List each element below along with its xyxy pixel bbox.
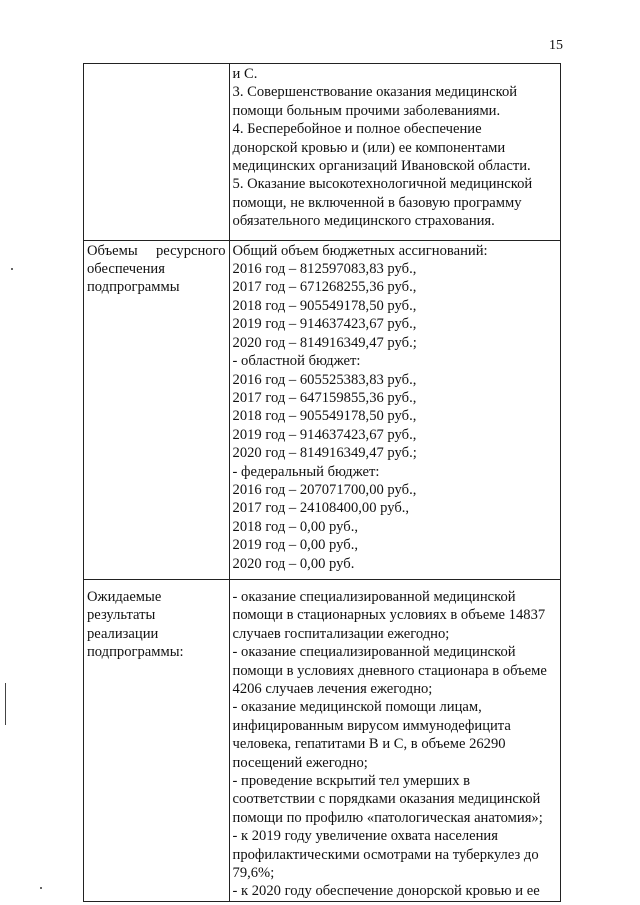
text-line: 79,6%; (232, 865, 275, 882)
text-line: 2019 год – 914637423,67 руб., (232, 426, 417, 443)
label-line: подпрограммы (87, 279, 180, 296)
results-label-cell (84, 579, 230, 901)
text-line: 2016 год – 605525383,83 руб., (232, 371, 417, 388)
text-line: 5. Оказание высокотехнологичной медицинской (232, 176, 533, 193)
text-line: - оказание специализированной медицинской (232, 644, 516, 661)
scan-speck (40, 887, 42, 889)
text-line: донорской кровью и (или) ее компонентами (232, 139, 506, 156)
subprogram-passport-table (83, 63, 561, 902)
tasks-label-cell (84, 64, 230, 241)
tasks-body-cell (229, 64, 560, 241)
text-line: 2018 год – 905549178,50 руб., (232, 297, 417, 314)
text-line: 2018 год – 0,00 руб., (232, 518, 358, 535)
scan-speck (11, 268, 13, 270)
text-line: 2016 год – 812597083,83 руб., (232, 261, 417, 278)
text-line: - федеральный бюджет: (232, 463, 380, 480)
table-row-expected-results (84, 579, 561, 901)
table-row-resources (84, 240, 561, 579)
text-line: 2017 год – 647159855,36 руб., (232, 389, 417, 406)
text-line: 4. Бесперебойное и полное обеспечение (232, 121, 482, 138)
text-line: соответствии с порядками оказания медицинской (232, 791, 541, 808)
text-line: Общий объем бюджетных ассигнований: (232, 242, 488, 259)
label-line: Объемы ресурсного (87, 242, 226, 259)
resources-body-cell (229, 240, 560, 579)
text-line: помощи в стационарных условиях в объеме 14837 (232, 607, 546, 624)
text-line: помощи, не включенной в базовую программу (232, 194, 522, 211)
label-line: реализации (87, 625, 159, 642)
text-line: помощи больным прочими заболеваниями. (232, 102, 501, 119)
text-line: случаев госпитализации ежегодно; (232, 625, 450, 642)
text-line: посещений ежегодно; (232, 754, 368, 771)
table-row-tasks (84, 64, 561, 241)
text-line: 2018 год – 905549178,50 руб., (232, 408, 417, 425)
label-line: результаты (87, 607, 156, 624)
label-line: обеспечения (87, 261, 165, 278)
resources-label-cell (84, 240, 230, 579)
text-line: медицинских организаций Ивановской области. (232, 158, 531, 175)
text-line: 2019 год – 914637423,67 руб., (232, 316, 417, 333)
text-line: - к 2020 году обеспечение донорской кровью и ее (232, 883, 540, 900)
text-line: - областной бюджет: (232, 353, 361, 370)
text-line: помощи по профилю «патологическая анатомия»; (232, 809, 543, 826)
text-line: инфицированным вирусом иммунодефицита (232, 717, 511, 734)
text-line: 2017 год – 24108400,00 руб., (232, 500, 410, 517)
text-line: человека, гепатитами В и С, в объеме 26290 (232, 736, 506, 753)
page-number: 15 (549, 38, 563, 53)
text-line: обязательного медицинского страхования. (232, 213, 495, 230)
text-line: 2020 год – 814916349,47 руб.; (232, 445, 417, 462)
text-line: 2020 год – 0,00 руб. (232, 555, 355, 572)
text-line: - оказание специализированной медицинской (232, 588, 516, 605)
text-line: профилактическими осмотрами на туберкулез до (232, 846, 539, 863)
text-line: 2019 год – 0,00 руб., (232, 537, 358, 554)
text-line: помощи в условиях дневного стационара в объеме (232, 662, 547, 679)
text-line: 2017 год – 671268255,36 руб., (232, 279, 417, 296)
label-line: подпрограммы: (87, 644, 184, 661)
text-line: 2016 год – 207071700,00 руб., (232, 481, 417, 498)
text-line: - проведение вскрытий тел умерших в (232, 773, 471, 790)
label-line: Ожидаемые (87, 588, 162, 605)
results-body-cell (229, 579, 560, 901)
text-line: - к 2019 году увеличение охвата населения (232, 828, 498, 845)
text-line: и С. (232, 66, 258, 82)
margin-scan-mark (5, 683, 6, 725)
text-line: 4206 случаев лечения ежегодно; (232, 681, 433, 697)
text-line: - оказание медицинской помощи лицам, (232, 699, 482, 716)
text-line: 3. Совершенствование оказания медицинской (232, 84, 518, 101)
text-line: 2020 год – 814916349,47 руб.; (232, 334, 417, 351)
